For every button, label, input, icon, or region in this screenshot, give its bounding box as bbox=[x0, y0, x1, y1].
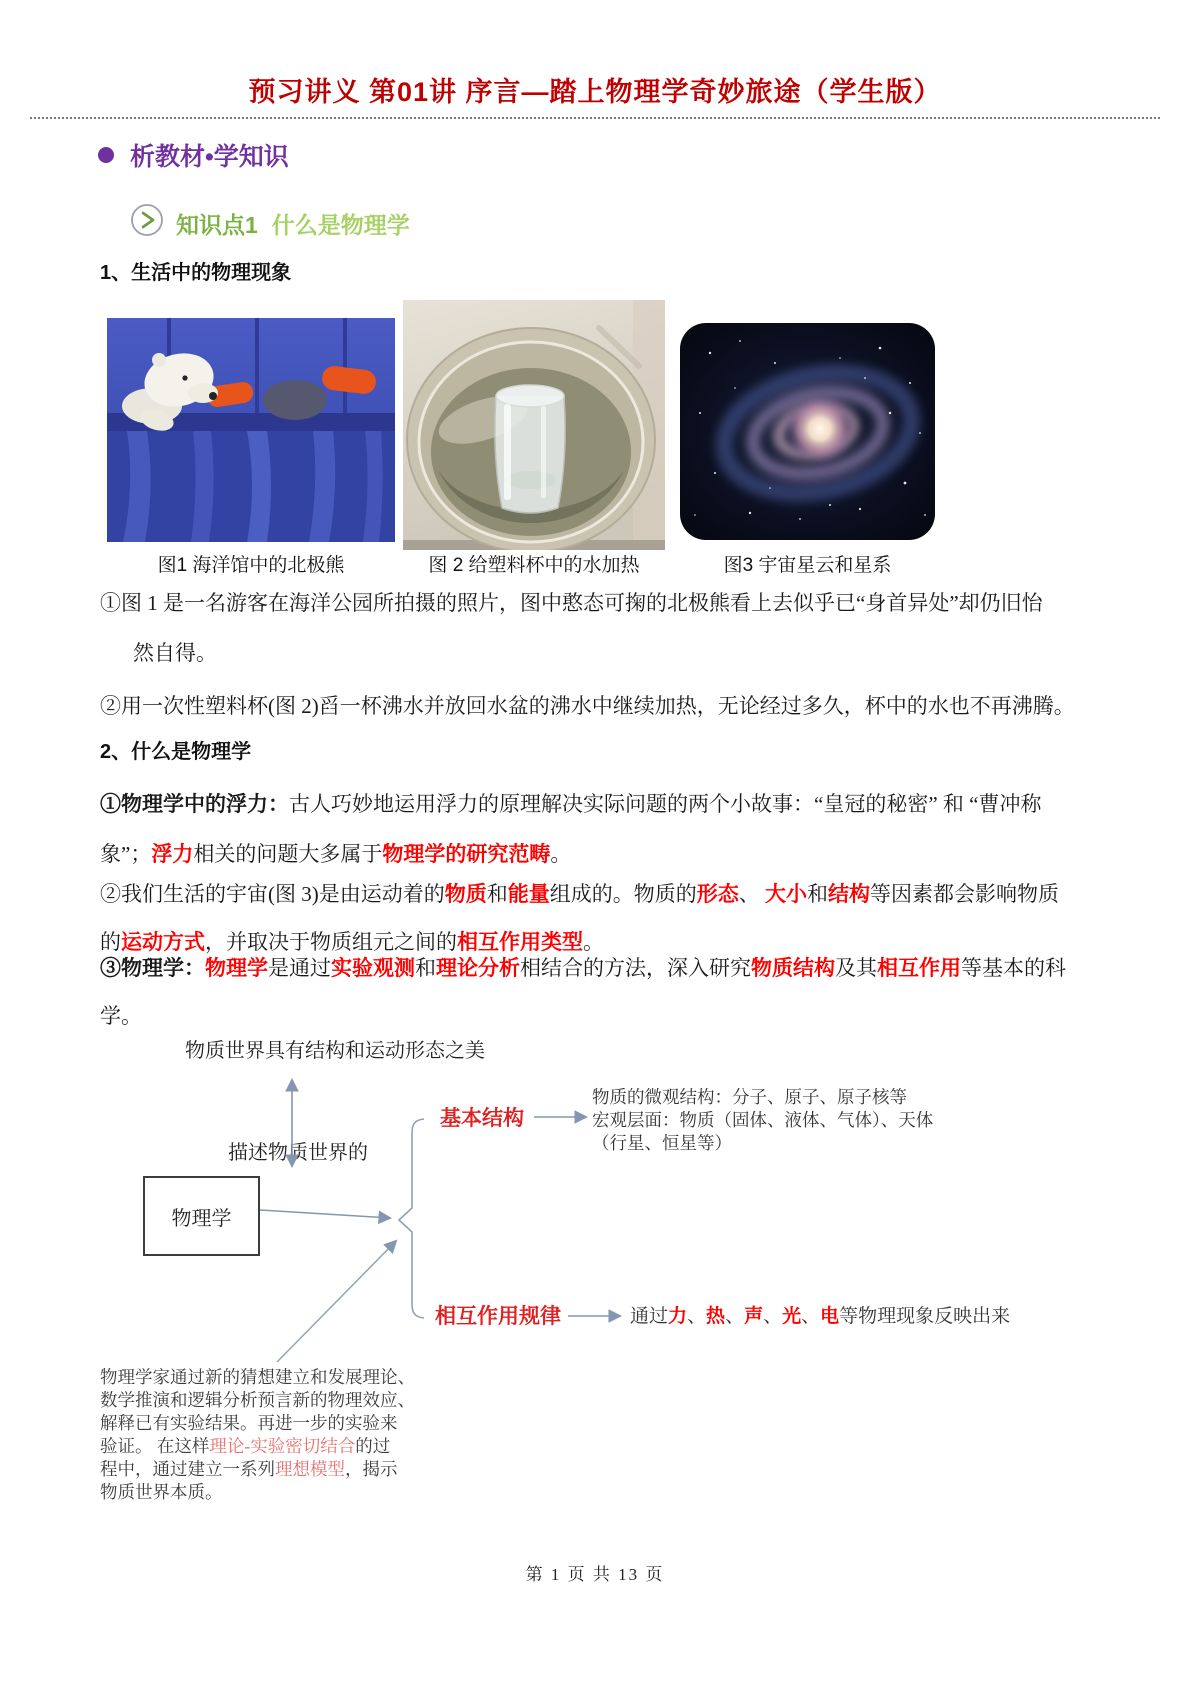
figure-galaxy-image bbox=[680, 323, 935, 540]
paragraph-line: 学。 bbox=[100, 1004, 142, 1028]
paragraph-line: 物质的微观结构：分子、原子、原子核等 bbox=[592, 1087, 907, 1107]
paragraph-line: ②用一次性塑料杯(图 2)舀一杯沸水并放回水盆的沸水中继续加热，无论经过多久，杯中的水也不再沸腾。 bbox=[100, 694, 1075, 718]
paragraph-line: 宏观层面：物质（固体、液体、气体）、天体 bbox=[592, 1110, 934, 1130]
note-to-bracket-arrow bbox=[277, 1241, 396, 1362]
paragraph-line: 物质世界本质。 bbox=[100, 1482, 223, 1502]
knowledge-point-banner bbox=[176, 207, 410, 240]
section-bullet-icon bbox=[98, 147, 114, 163]
topic1-heading: 1、生活中的物理现象 bbox=[100, 262, 292, 284]
knowledge-point-label: 知识点1 bbox=[176, 212, 258, 238]
paragraph-line: ③物理学：物理学是通过实验观测和理论分析相结合的方法，深入研究物质结构及其相互作用等基本的科 bbox=[100, 956, 1066, 980]
paragraph-line: 然自得。 bbox=[133, 641, 217, 665]
paragraph-line: 解释已有实验结果。再进一步的实验来 bbox=[100, 1413, 398, 1433]
branch-interaction-text: 通过力、热、声、光、电等物理现象反映出来 bbox=[630, 1306, 1011, 1327]
figure1-caption: 图1 海洋馆中的北极熊 bbox=[157, 555, 345, 576]
paragraph-line: 的运动方式，并取决于物质组元之间的相互作用类型。 bbox=[100, 930, 604, 954]
dotted-divider bbox=[30, 117, 1160, 119]
paragraph-line: （行星、恒星等） bbox=[592, 1133, 732, 1153]
paragraph-line: 程中，通过建立一系列理想模型，揭示 bbox=[100, 1459, 398, 1479]
figure3-caption: 图3 宇宙星云和星系 bbox=[723, 555, 892, 576]
figure-plastic-cup-image bbox=[403, 300, 665, 550]
figure2-caption: 图 2 给塑料杯中的水加热 bbox=[428, 555, 640, 576]
diagram-top-text: 物质世界具有结构和运动形态之美 bbox=[185, 1040, 485, 1062]
physics-to-bracket-arrow bbox=[260, 1210, 390, 1218]
knowledge-point-title: 什么是物理学 bbox=[271, 212, 410, 238]
figure-polar-bear-image bbox=[107, 318, 395, 542]
diagram-note bbox=[100, 1366, 415, 1504]
paragraph-line: 物理学家通过新的猜想建立和发展理论、 bbox=[100, 1367, 415, 1387]
paragraph-line: 验证。 在这样理论-实验密切结合的过 bbox=[100, 1436, 391, 1456]
branch-interaction-label: 相互作用规律 bbox=[435, 1305, 561, 1328]
section-heading: 析教材•学知识 bbox=[130, 143, 289, 171]
topic1-paragraph-2 bbox=[100, 681, 1100, 731]
bracket bbox=[399, 1119, 424, 1318]
topic2-paragraph-1 bbox=[100, 779, 1100, 879]
paragraph-line: ①物理学中的浮力：古人巧妙地运用浮力的原理解决实际问题的两个小故事：“皇冠的秘密” 和 “曹冲称 bbox=[100, 792, 1042, 816]
topic1-paragraph-1 bbox=[100, 578, 1100, 678]
topic2-heading: 2、什么是物理学 bbox=[100, 741, 252, 763]
topic2-paragraph-3 bbox=[100, 944, 1100, 1040]
branch-basic-structure-label: 基本结构 bbox=[440, 1107, 524, 1130]
paragraph-line: ①图 1 是一名游客在海洋公园所拍摄的照片，图中憨态可掬的北极熊看上去似乎已“身首异处”却仍旧怡 bbox=[100, 591, 1043, 615]
circle-arrow-icon bbox=[130, 203, 164, 237]
paragraph-line: 象”；浮力相关的问题大多属于物理学的研究范畴。 bbox=[100, 842, 572, 866]
page-footer: 第 1 页 共 13 页 bbox=[525, 1565, 665, 1584]
diagram-describe-label: 描述物质世界的 bbox=[228, 1142, 368, 1164]
physics-box: 物理学 bbox=[143, 1176, 260, 1256]
paragraph-line: 数学推演和逻辑分析预言新的物理效应、 bbox=[100, 1390, 415, 1410]
document-title: 预习讲义 第01讲 序言—踏上物理学奇妙旅途（学生版） bbox=[248, 77, 942, 107]
paragraph-line: ②我们生活的宇宙(图 3)是由运动着的物质和能量组成的。物质的形态、 大小和结构等因素都会影响物质 bbox=[100, 882, 1059, 906]
branch-basic-structure-text bbox=[592, 1086, 933, 1155]
